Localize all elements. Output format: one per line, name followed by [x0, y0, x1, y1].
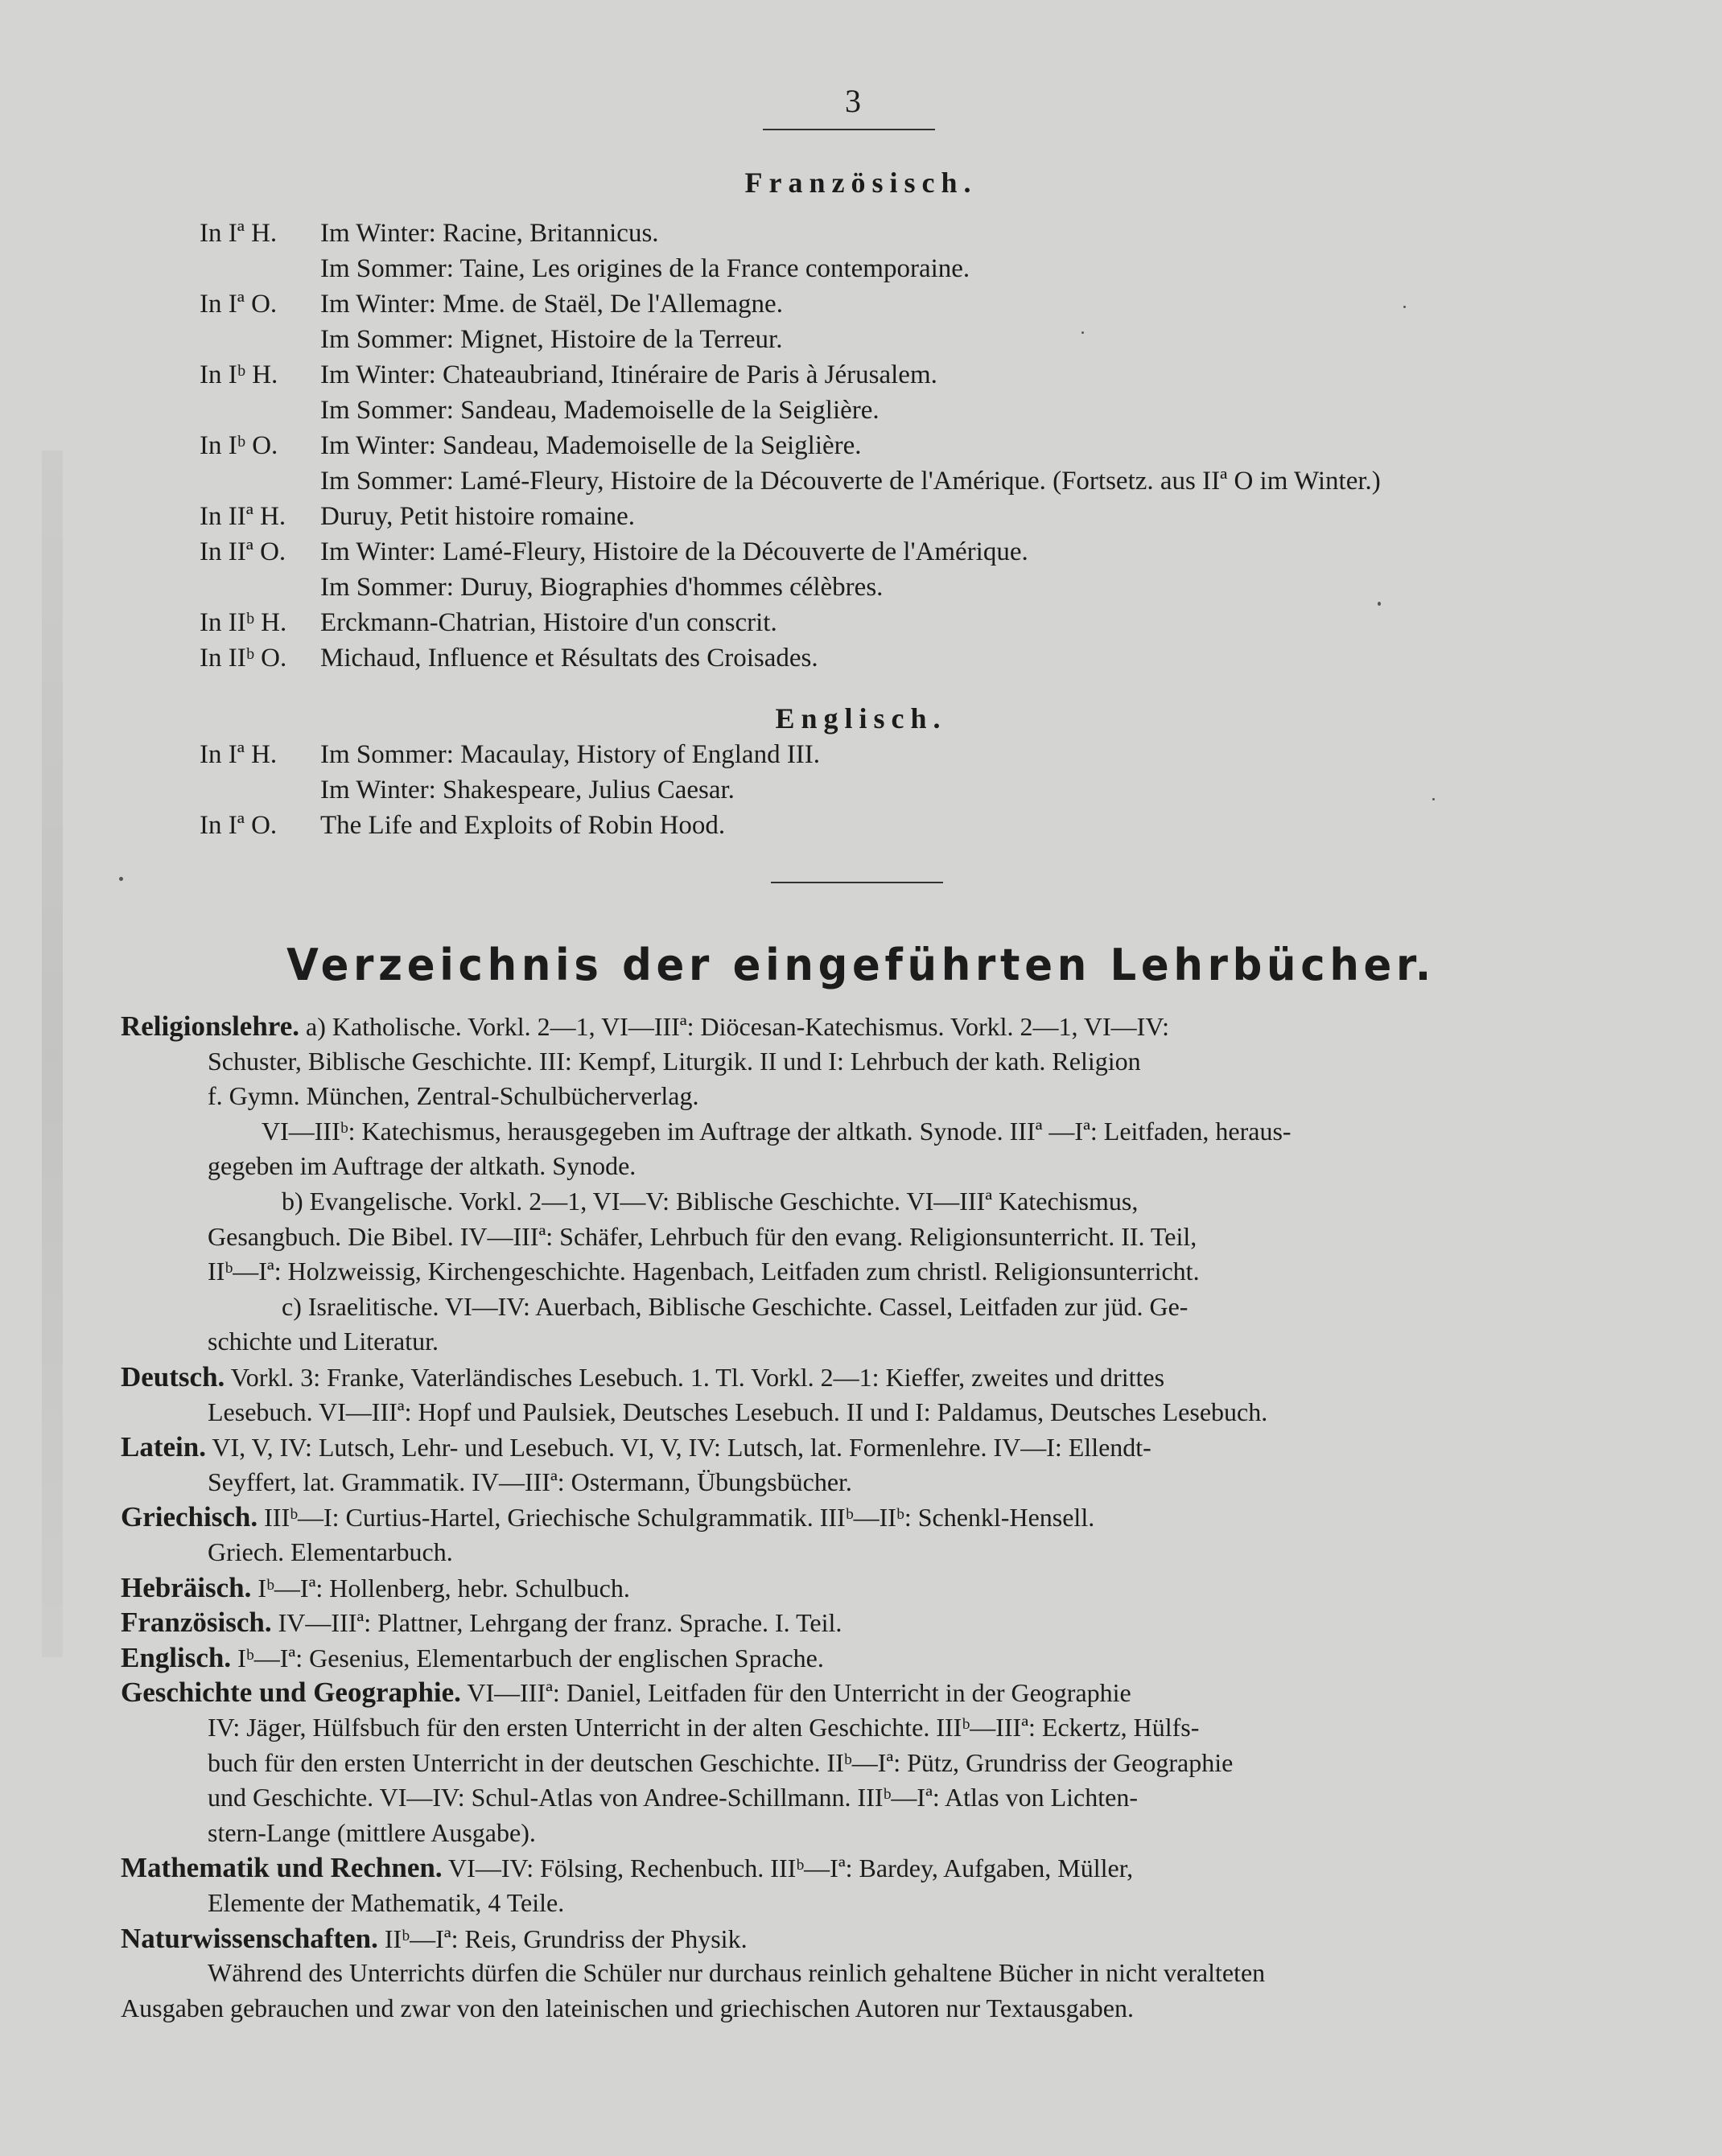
speckle	[1432, 798, 1435, 800]
fr-class: In Iª O.	[200, 290, 278, 319]
textbook-continuation	[208, 1220, 1197, 1254]
fr-class: In IIᵇ O.	[200, 644, 287, 673]
textbook-continuation	[208, 1044, 1141, 1079]
textbook-entry	[121, 1500, 1094, 1535]
fr-text: Im Sommer: Duruy, Biographies d'hommes célèbres.	[320, 573, 884, 602]
textbook-entry	[121, 1605, 842, 1640]
section-title-franzoesisch: Französisch.	[744, 167, 978, 199]
en-text: Im Sommer: Macaulay, History of England III.	[320, 740, 821, 769]
textbook-continuation	[208, 1254, 1200, 1289]
fr-text: Michaud, Influence et Résultats des Croisades.	[320, 644, 818, 673]
fr-class: In IIª H.	[200, 502, 286, 531]
en-text: Im Winter: Shakespeare, Julius Caesar.	[320, 776, 735, 804]
fr-line	[320, 393, 880, 428]
fr-text: Im Sommer: Mignet, Histoire de la Terreur.	[320, 325, 783, 354]
subject-heading: Religionslehre.	[121, 1010, 299, 1042]
fr-text: Im Sommer: Lamé-Fleury, Histoire de la Découverte de l'Amérique. (Fortsetz. aus IIª O im Winter.)	[320, 467, 1381, 496]
textbook-continuation	[282, 1184, 1138, 1219]
textbook-text: Vorkl. 3: Franke, Vaterländisches Lesebuch. 1. Tl. Vorkl. 2—1: Kieffer, zweites und drittes	[225, 1363, 1165, 1392]
textbook-entry	[121, 1850, 1133, 1886]
textbook-entry	[121, 1009, 1169, 1044]
fr-line	[200, 499, 635, 534]
textbook-entry	[121, 1921, 748, 1956]
textbook-text: VI—IIIª: Daniel, Leitfaden für den Unterricht in der Geographie	[460, 1678, 1131, 1708]
page-number: 3	[845, 83, 861, 119]
textbook-continuation	[208, 1465, 852, 1500]
textbook-text: buch für den ersten Unterricht in der deutschen Geschichte. IIᵇ—Iª: Pütz, Grundriss der Geographie	[208, 1747, 1234, 1777]
textbook-text: stern-Lange (mittlere Ausgabe).	[208, 1817, 536, 1847]
fr-text: Im Winter: Mme. de Staël, De l'Allemagne.	[320, 290, 783, 319]
textbooks-title: Verzeichnis der eingeführten Lehrbücher.	[286, 940, 1436, 990]
textbook-continuation	[208, 1324, 439, 1359]
textbook-text: a) Katholische. Vorkl. 2—1, VI—IIIª: Diöcesan-Katechismus. Vorkl. 2—1, VI—IV:	[299, 1012, 1169, 1041]
fr-line	[200, 286, 783, 322]
fr-line	[320, 322, 782, 357]
fr-line	[200, 428, 862, 463]
textbook-text: Gesangbuch. Die Bibel. IV—IIIª: Schäfer, Lehrbuch für den evang. Religionsunterricht. II. Teil,	[208, 1221, 1197, 1251]
textbook-text: Seyffert, lat. Grammatik. IV—IIIª: Ostermann, Übungsbücher.	[208, 1467, 852, 1496]
fr-class: In Iª H.	[200, 219, 278, 248]
fr-text: Im Sommer: Taine, Les origines de la France contemporaine.	[320, 254, 970, 283]
textbook-text: Griech. Elementarbuch.	[208, 1537, 453, 1566]
textbook-text: gegeben im Auftrage der altkath. Synode.	[208, 1151, 636, 1181]
bleed-through-margin	[42, 451, 63, 1657]
fr-text: Im Winter: Chateaubriand, Itinéraire de Paris à Jérusalem.	[320, 360, 937, 389]
textbook-text: Lesebuch. VI—IIIª: Hopf und Paulsiek, Deutsches Lesebuch. II und I: Paldamus, Deutsches Lesebuch.	[208, 1397, 1268, 1426]
textbook-continuation	[208, 1746, 1233, 1780]
fr-line	[320, 570, 883, 605]
textbook-entry	[121, 1675, 1131, 1710]
textbook-continuation	[208, 1956, 1265, 1990]
textbook-text: IIᵇ—Iª: Holzweissig, Kirchengeschichte. Hagenbach, Leitfaden zum christl. Religionsunterricht.	[208, 1257, 1200, 1286]
subject-heading: Geschichte und Geographie.	[121, 1677, 461, 1709]
subject-heading: Griechisch.	[121, 1501, 258, 1533]
textbook-text: c) Israelitische. VI—IV: Auerbach, Biblische Geschichte. Cassel, Leitfaden zur jüd. Ge-	[282, 1291, 1189, 1321]
textbook-continuation	[208, 1149, 636, 1183]
fr-class: In Iᵇ H.	[200, 360, 278, 389]
subject-heading: Mathematik und Rechnen.	[121, 1852, 443, 1884]
fr-text: Im Winter: Racine, Britannicus.	[320, 219, 659, 248]
fr-line	[320, 463, 1381, 499]
textbook-continuation	[282, 1290, 1188, 1324]
fr-text: Duruy, Petit histoire romaine.	[320, 502, 636, 531]
section-title-englisch: Englisch.	[775, 702, 947, 734]
textbook-text: schichte und Literatur.	[208, 1327, 439, 1356]
textbook-text: Während des Unterrichts dürfen die Schüler nur durchaus reinlich gehaltene Bücher in nicht veralteten	[208, 1958, 1266, 1988]
textbook-text: Iᵇ—Iª: Hollenberg, hebr. Schulbuch.	[251, 1573, 630, 1603]
fr-class: In IIᵇ H.	[200, 608, 287, 637]
en-line	[200, 808, 725, 843]
textbook-text: VI, V, IV: Lutsch, Lehr- und Lesebuch. VI, V, IV: Lutsch, lat. Formenlehre. IV—I: Ellendt-	[205, 1433, 1151, 1463]
textbook-continuation	[208, 1816, 536, 1850]
textbook-text: b) Evangelische. Vorkl. 2—1, VI—V: Biblische Geschichte. VI—IIIª Katechismus,	[282, 1187, 1139, 1216]
textbook-text: IV—IIIª: Plattner, Lehrgang der franz. Sprache. I. Teil.	[271, 1608, 842, 1638]
textbook-continuation	[121, 1991, 1134, 2026]
subject-heading: Deutsch.	[121, 1361, 225, 1393]
subject-heading: Französisch.	[121, 1607, 272, 1639]
fr-class: In Iᵇ O.	[200, 431, 278, 460]
textbook-entry	[121, 1360, 1164, 1395]
speckle	[1403, 306, 1406, 308]
subject-heading: Naturwissenschaften.	[121, 1922, 378, 1954]
textbook-text: IV: Jäger, Hülfsbuch für den ersten Unterricht in der alten Geschichte. IIIᵇ—IIIª: Eckertz, Hülfs-	[208, 1713, 1200, 1742]
subject-heading: Englisch.	[121, 1641, 232, 1673]
textbook-continuation	[208, 1079, 698, 1113]
fr-text: Erckmann-Chatrian, Histoire d'un conscrit.	[320, 608, 777, 637]
textbook-continuation	[208, 1710, 1199, 1745]
fr-text: Im Winter: Lamé-Fleury, Histoire de la Découverte de l'Amérique.	[320, 537, 1028, 566]
textbook-text: VI—IIIᵇ: Katechismus, herausgegeben im Auftrage der altkath. Synode. IIIª —Iª: Leitfaden, heraus-	[262, 1116, 1292, 1146]
textbook-entry	[121, 1570, 630, 1606]
subject-heading: Hebräisch.	[121, 1571, 252, 1603]
speckle	[1081, 331, 1084, 334]
page-number-rule	[763, 129, 935, 130]
textbook-continuation	[208, 1780, 1138, 1815]
textbook-entry	[121, 1640, 824, 1676]
fr-class: In IIª O.	[200, 537, 286, 566]
fr-text: Im Sommer: Sandeau, Mademoiselle de la Seiglière.	[320, 396, 880, 425]
textbook-text: Schuster, Biblische Geschichte. III: Kempf, Liturgik. II und I: Lehrbuch der kath. Religion	[208, 1046, 1141, 1076]
en-line	[320, 772, 735, 808]
en-text: The Life and Exploits of Robin Hood.	[320, 811, 726, 840]
fr-line	[200, 357, 937, 393]
textbook-continuation	[208, 1886, 564, 1920]
textbook-text: Iᵇ—Iª: Gesenius, Elementarbuch der englischen Sprache.	[231, 1643, 824, 1673]
textbook-text: und Geschichte. VI—IV: Schul-Atlas von Andree-Schillmann. IIIᵇ—Iª: Atlas von Lichten-	[208, 1783, 1138, 1812]
fr-line	[200, 640, 818, 676]
textbook-continuation	[262, 1114, 1292, 1149]
speckle	[1378, 602, 1381, 606]
textbook-text: IIᵇ—Iª: Reis, Grundriss der Physik.	[377, 1924, 748, 1953]
fr-line	[200, 605, 777, 640]
en-class: In Iª O.	[200, 811, 278, 840]
textbook-text: f. Gymn. München, Zentral-Schulbücherverlag.	[208, 1081, 699, 1111]
textbook-entry	[121, 1430, 1151, 1465]
textbook-text: Elemente der Mathematik, 4 Teile.	[208, 1888, 565, 1917]
textbook-text: VI—IV: Fölsing, Rechenbuch. IIIᵇ—Iª: Bardey, Aufgaben, Müller,	[442, 1854, 1134, 1883]
fr-line	[320, 251, 970, 286]
speckle	[119, 877, 123, 881]
fr-text: Im Winter: Sandeau, Mademoiselle de la Seiglière.	[320, 431, 862, 460]
en-class: In Iª H.	[200, 740, 278, 769]
en-line	[200, 737, 820, 772]
section-divider	[771, 882, 943, 883]
textbook-text: IIIᵇ—I: Curtius-Hartel, Griechische Schulgrammatik. IIIᵇ—IIᵇ: Schenkl-Hensell.	[257, 1503, 1095, 1533]
subject-heading: Latein.	[121, 1431, 206, 1463]
textbook-text: Ausgaben gebrauchen und zwar von den lateinischen und griechischen Autoren nur Textausgaben.	[121, 1993, 1134, 2022]
fr-line	[200, 534, 1028, 570]
fr-line	[200, 216, 659, 251]
textbook-continuation	[208, 1535, 453, 1570]
textbook-continuation	[208, 1395, 1267, 1430]
